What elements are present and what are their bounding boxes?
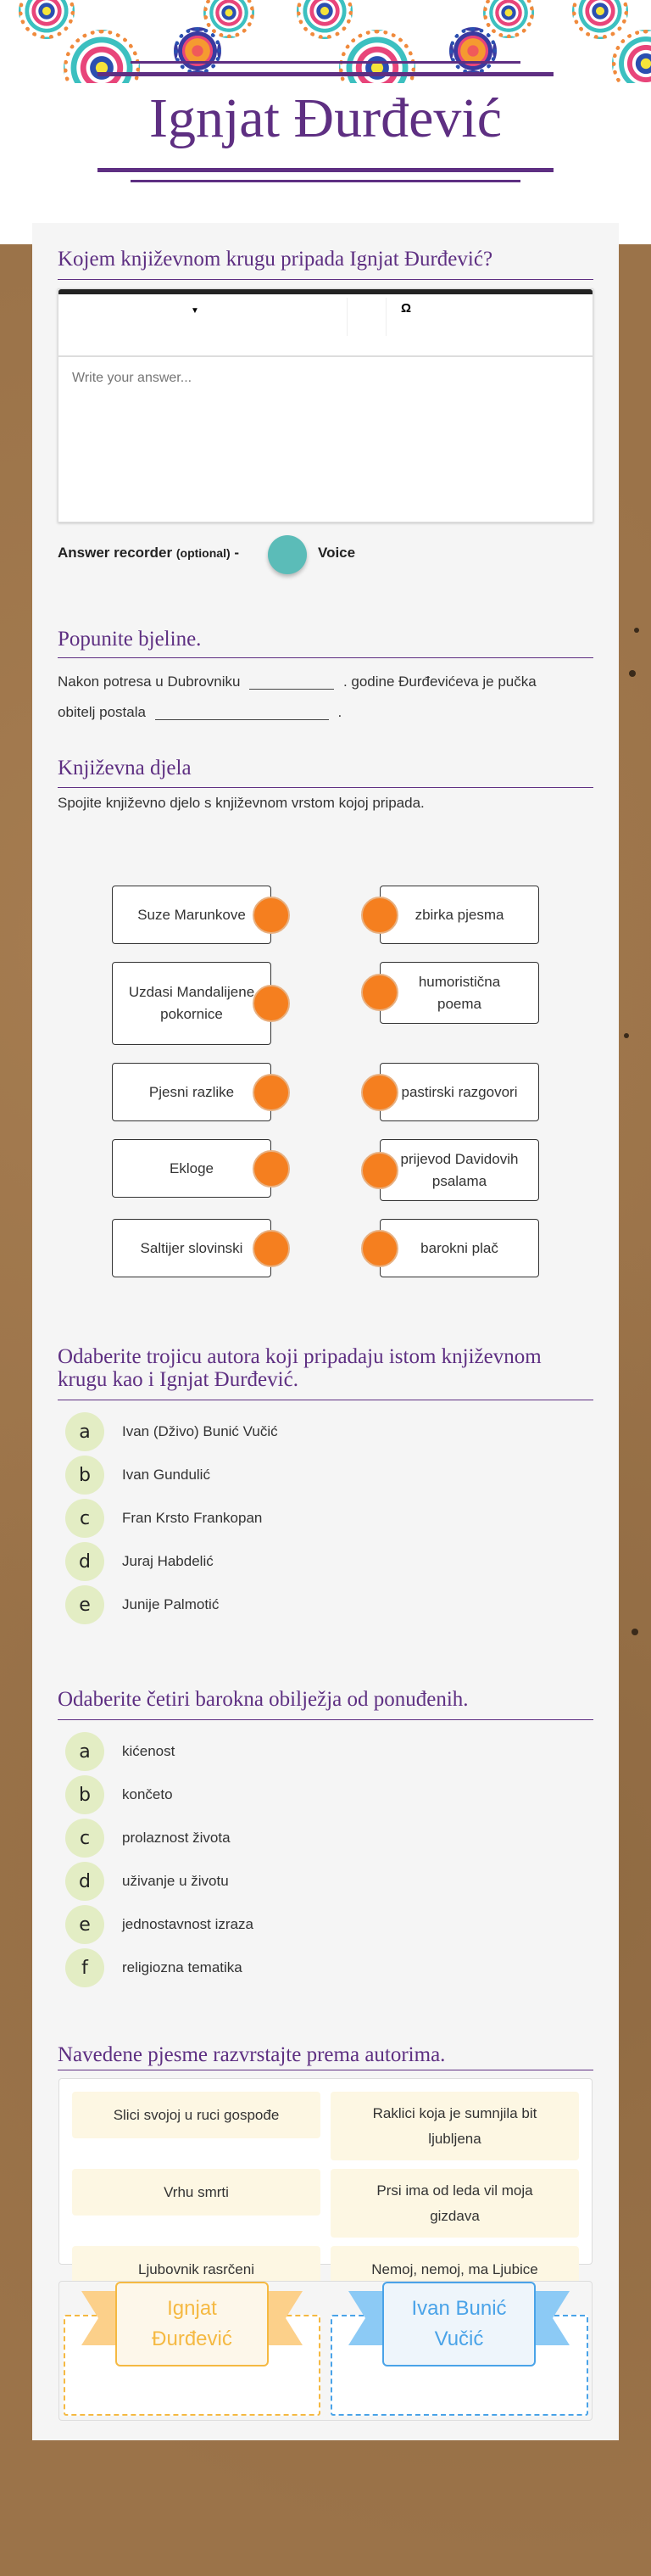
option-label: Juraj Habdelić bbox=[122, 1553, 214, 1569]
option-letter-badge: d bbox=[65, 1862, 104, 1901]
match-connector-handle[interactable] bbox=[361, 974, 398, 1011]
choice-option[interactable] bbox=[65, 1775, 173, 1814]
rich-text-editor[interactable] bbox=[58, 288, 593, 522]
page-title: Ignjat Đurđević bbox=[148, 87, 502, 149]
match-right-item[interactable]: barokni plač bbox=[380, 1219, 539, 1277]
sortable-item[interactable]: Ljubovnik rasrčeni bbox=[72, 2246, 320, 2293]
match-connector-handle[interactable] bbox=[253, 1150, 290, 1187]
option-label: jednostavnost izraza bbox=[122, 1916, 253, 1932]
fill-blank-paragraph bbox=[58, 667, 593, 728]
match-connector-handle[interactable] bbox=[361, 897, 398, 934]
divider bbox=[58, 279, 593, 280]
match-right-item[interactable]: prijevod Davidovih psalama bbox=[380, 1139, 539, 1201]
match-left-item[interactable]: Saltijer slovinski bbox=[112, 1219, 271, 1277]
sortable-item[interactable]: Nemoj, nemoj, ma Ljubice bbox=[331, 2246, 579, 2293]
option-label: uživanje u životu bbox=[122, 1873, 229, 1889]
match-left-item[interactable]: Pjesni razlike bbox=[112, 1063, 271, 1121]
answer-textarea[interactable] bbox=[58, 357, 593, 522]
choice-option[interactable] bbox=[65, 1456, 210, 1495]
choice-option[interactable] bbox=[65, 1585, 219, 1624]
match-connector-handle[interactable] bbox=[253, 897, 290, 934]
option-letter-badge: a bbox=[65, 1732, 104, 1771]
option-label: Fran Krsto Frankopan bbox=[122, 1510, 263, 1526]
sortable-item[interactable]: Raklici koja je sumnjila bit ljubljena bbox=[331, 2092, 579, 2160]
blank-input-year[interactable] bbox=[249, 676, 334, 690]
recorder-dash: - bbox=[234, 545, 240, 561]
choice-option[interactable] bbox=[65, 1862, 229, 1901]
match-connector-handle[interactable] bbox=[253, 1074, 290, 1111]
sortable-item[interactable]: Vrhu smrti bbox=[72, 2169, 320, 2216]
instruction: Spojite književno djelo s književnom vrstom kojoj pripada. bbox=[58, 795, 425, 811]
option-label: Ivan (Dživo) Bunić Vučić bbox=[122, 1423, 278, 1439]
option-letter-badge: c bbox=[65, 1819, 104, 1858]
recorder-optional: (optional) bbox=[175, 546, 231, 560]
choice-option[interactable] bbox=[65, 1412, 278, 1451]
match-right-item[interactable]: zbirka pjesma bbox=[380, 886, 539, 944]
answer-recorder-label bbox=[58, 545, 239, 562]
text-part: . godine Đurđevićeva je pučka bbox=[342, 673, 537, 690]
question-title: Književna djela bbox=[58, 757, 192, 780]
option-letter-badge: e bbox=[65, 1905, 104, 1944]
divider bbox=[58, 1719, 593, 1720]
bin-label: Ivan Bunić Vučić bbox=[382, 2282, 536, 2366]
text-part: . bbox=[337, 704, 342, 720]
choice-option[interactable] bbox=[65, 1819, 231, 1858]
match-connector-handle[interactable] bbox=[361, 1074, 398, 1111]
voice-label: Voice bbox=[318, 545, 356, 561]
question-title: Popunite bjeline. bbox=[58, 628, 202, 651]
font-dropdown[interactable] bbox=[58, 294, 347, 354]
match-connector-handle[interactable] bbox=[253, 1230, 290, 1267]
sortable-item[interactable]: Slici svojoj u ruci gospođe bbox=[72, 2092, 320, 2138]
question-title: Kojem književnom krugu pripada Ignjat Đurđević? bbox=[58, 248, 493, 271]
option-letter-badge: a bbox=[65, 1412, 104, 1451]
option-letter-badge: c bbox=[65, 1499, 104, 1538]
option-label: kićenost bbox=[122, 1743, 175, 1759]
match-connector-handle[interactable] bbox=[361, 1152, 398, 1189]
choice-option[interactable] bbox=[65, 1542, 214, 1581]
option-label: končeto bbox=[122, 1786, 173, 1802]
option-letter-badge: b bbox=[65, 1775, 104, 1814]
option-label: religiozna tematika bbox=[122, 1959, 242, 1975]
option-letter-badge: b bbox=[65, 1456, 104, 1495]
match-left-item[interactable]: Suze Marunkove bbox=[112, 886, 271, 944]
option-letter-badge: f bbox=[65, 1948, 104, 1987]
match-left-item[interactable]: Uzdasi Mandalijene pokornice bbox=[112, 962, 271, 1045]
match-right-item[interactable]: humoristična poema bbox=[380, 962, 539, 1024]
sortable-item[interactable]: Prsi ima od leda vil moja gizdava bbox=[331, 2169, 579, 2238]
text-part: obitelj postala bbox=[58, 704, 146, 720]
recorder-label: Answer recorder bbox=[58, 545, 173, 561]
option-label: Junije Palmotić bbox=[122, 1596, 220, 1612]
option-letter-badge: d bbox=[65, 1542, 104, 1581]
choice-option[interactable] bbox=[65, 1905, 253, 1944]
chevron-down-icon: ▼ bbox=[191, 306, 199, 316]
match-left-item[interactable]: Ekloge bbox=[112, 1139, 271, 1198]
match-connector-handle[interactable] bbox=[361, 1230, 398, 1267]
choice-option[interactable] bbox=[65, 1499, 262, 1538]
special-character-button[interactable]: Ω bbox=[401, 301, 412, 316]
text-part: Nakon potresa u Dubrovniku bbox=[58, 673, 241, 690]
match-connector-handle[interactable] bbox=[253, 985, 290, 1022]
option-letter-badge: e bbox=[65, 1585, 104, 1624]
match-right-item[interactable]: pastirski razgovori bbox=[380, 1063, 539, 1121]
blank-input-status[interactable] bbox=[155, 707, 329, 720]
option-label: prolaznost života bbox=[122, 1830, 231, 1846]
record-voice-button[interactable] bbox=[268, 535, 307, 574]
divider bbox=[58, 787, 593, 788]
bin-label: Ignjat Đurđević bbox=[115, 2282, 269, 2366]
question-title: Navedene pjesme razvrstajte prema autorima. bbox=[58, 2043, 446, 2066]
choice-option[interactable] bbox=[65, 1732, 175, 1771]
choice-option[interactable] bbox=[65, 1948, 242, 1987]
question-title: Odaberite četiri barokna obilježja od ponuđenih. bbox=[58, 1688, 469, 1711]
question-title: Odaberite trojicu autora koji pripadaju istom književnom krugu kao i Ignjat Đurđević. bbox=[58, 1345, 542, 1391]
divider bbox=[58, 657, 593, 658]
option-label: Ivan Gundulić bbox=[122, 1467, 210, 1483]
